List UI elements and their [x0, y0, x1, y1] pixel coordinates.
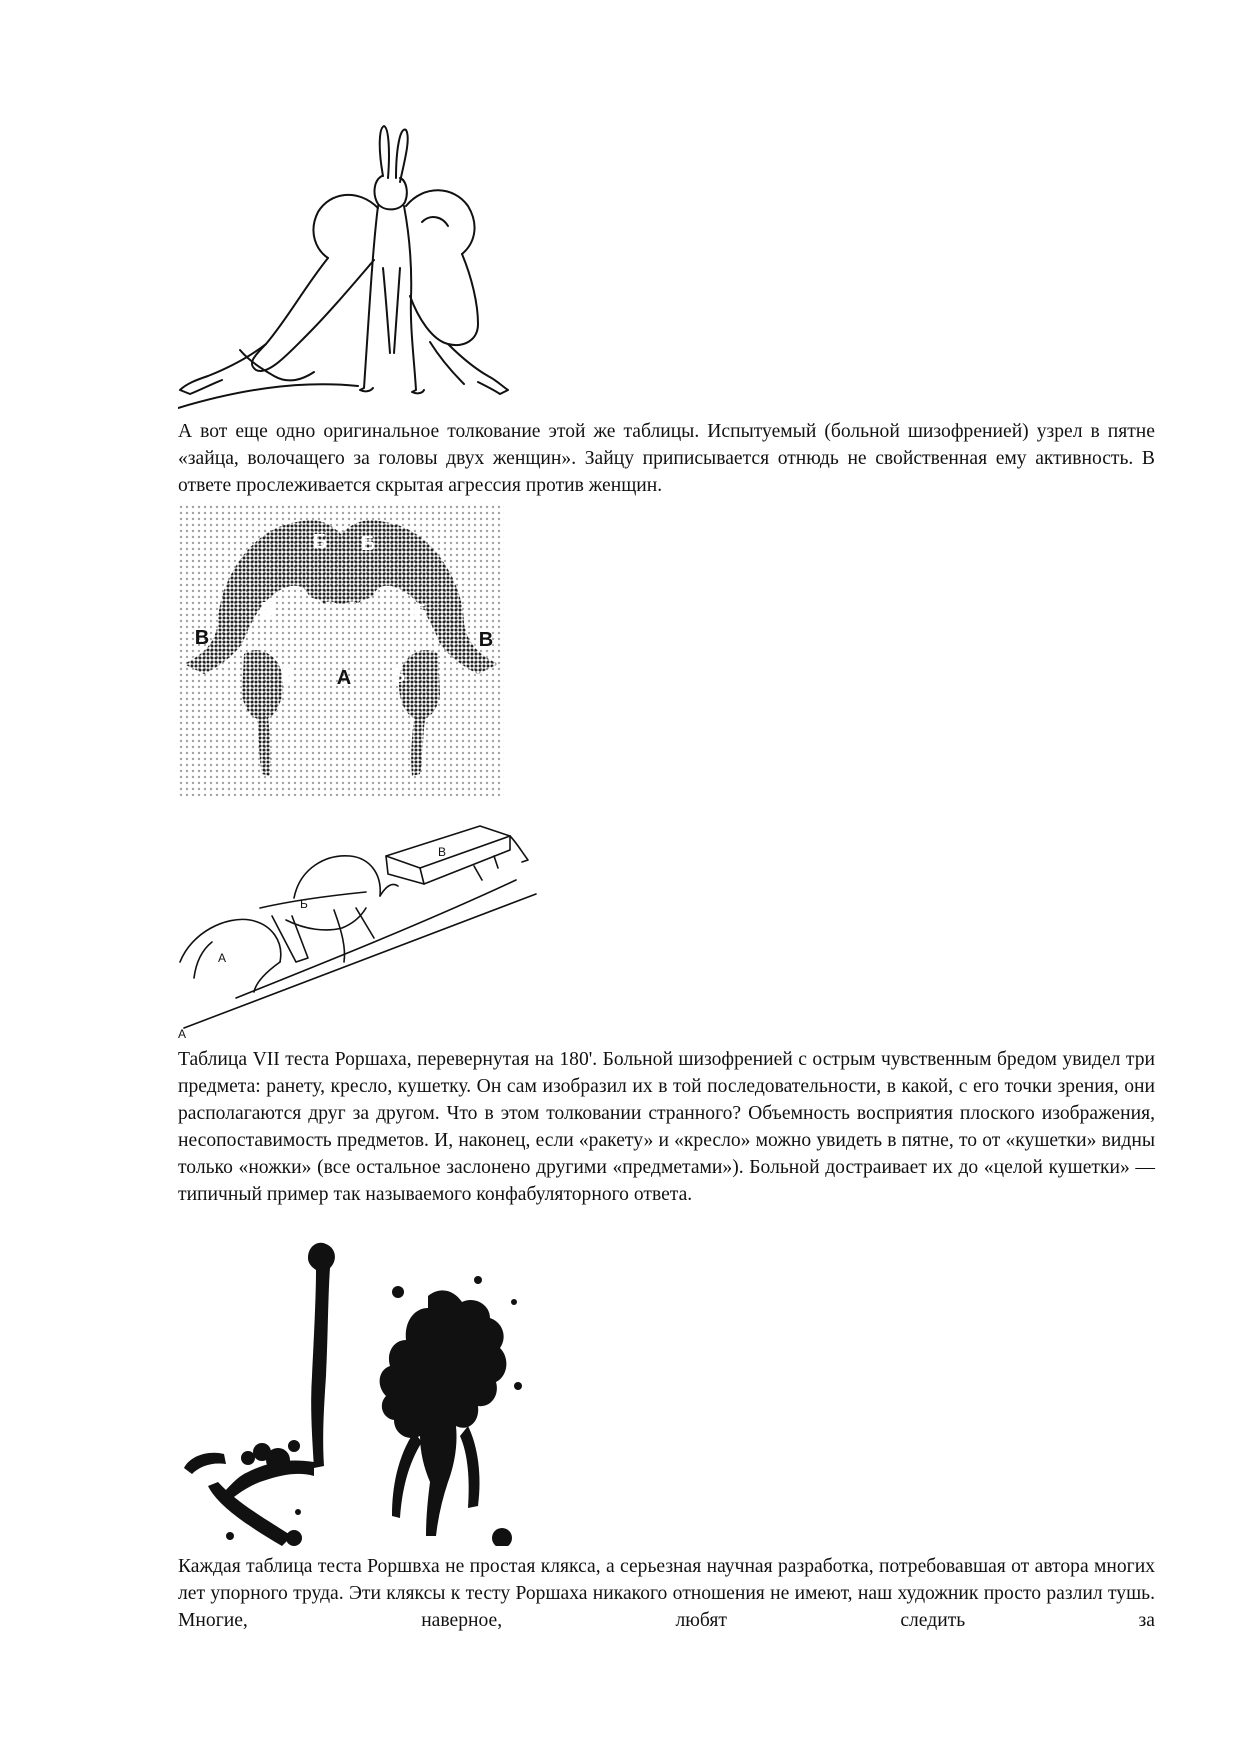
inkblot-halftone-figure — [178, 504, 504, 796]
paragraph-table-vii-interpretation: Таблица VII теста Роршаха, перевернутая на 180'. Больной шизофренией с острым чувственным бредом увидел три предмета: ранету, кресло, кушетку. Он сам изобразил их в той последовательности, в какой, с его точки зрения, они располагаются друг за другом. Что в этом толковании странного? Объемность восприятия плоского изображения, несопоставимость предметов. И, наконец, если «ракету» и «кресло» можно увидеть в пятне, то от «кушетки» видны только «ножки» (все остальное заслонено другими «предметами»). Больной достраивает их до «целой кушетки» — типичный пример так называемого конфабуляторного ответа. — [178, 1049, 1155, 1205]
drawing-label-b: Б — [300, 897, 308, 911]
inkblot-label-b: Б — [390, 665, 406, 687]
inkblot-label-v: В — [194, 627, 210, 649]
inkblot-label-b: Б — [260, 599, 276, 621]
inkblot-label-v: В — [478, 629, 494, 651]
rocket-chair-couch-figure — [176, 812, 546, 1040]
drawing-label-a: А — [218, 951, 227, 965]
paragraph-rorschach-tables: Каждая таблица теста Роршвха не простая клякса, а серьезная научная разработка, потребовавшая от автора многих лет упорного труда. Эти кляксы к тесту Роршаха никакого отношения не имеют, наш художник просто разлил тушь. Многие, наверное, любят следить за — [178, 1556, 1155, 1631]
drawing-label-v: В — [438, 845, 447, 859]
ink-splashes-figure — [178, 1236, 568, 1546]
hare-drawing-figure — [178, 118, 558, 418]
inkblot-label-b: Б — [312, 531, 328, 553]
inkblot-label-b: Б — [412, 601, 428, 623]
inkblot-label-b: Б — [280, 665, 296, 687]
inkblot-label-a: А — [336, 667, 352, 689]
paragraph-hare-interpretation: А вот еще одно оригинальное толкование этой же таблицы. Испытуемый (больной шизофренией) узрел в пятне «зайца, волочащего за головы двух женщин». Зайцу приписывается отнюдь не свойственная ему активность. В ответе прослеживается скрытая агрессия против женщин. — [178, 421, 1155, 496]
inkblot-label-b: Б — [360, 533, 376, 555]
drawing-label-a-corner: А — [178, 1027, 187, 1040]
